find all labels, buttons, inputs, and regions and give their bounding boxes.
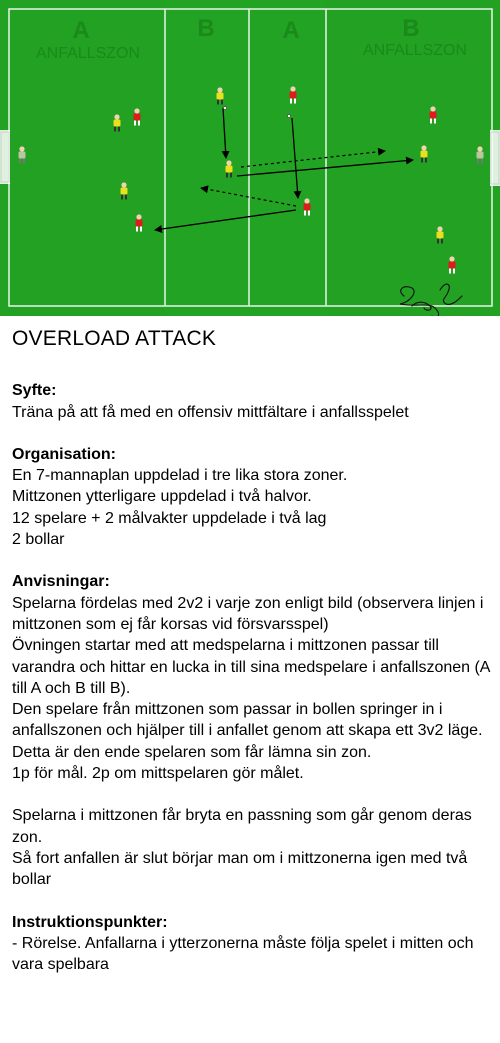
zone-letter-3: A — [282, 17, 300, 44]
section-line: 12 spelare + 2 målvakter uppdelade i två lag — [12, 509, 327, 527]
section-line: En 7-mannaplan uppdelad i tre lika stora zoner. — [12, 467, 348, 485]
ball — [223, 106, 226, 109]
section-line: - Rörelse. Anfallarna i ytterzonerna måste följa spelet i mitten och vara spelbara — [12, 934, 474, 974]
section-line: Spelarna fördelas med 2v2 i varje zon enligt bild (observera linjen i mittzonen som ej får korsas vid försvarsspel) — [12, 594, 484, 633]
zone-letter-1: A — [72, 17, 90, 44]
section-heading: Organisation: — [12, 445, 117, 463]
ball — [287, 114, 290, 117]
zone-label-1: ANFALLSZON — [35, 45, 141, 62]
section-rules — [12, 805, 494, 890]
section-line: Träna på att få med en offensiv mittfältare i anfallsspelet — [12, 403, 409, 421]
zone-letter-2: B — [197, 15, 215, 42]
section-line: Mittzonen ytterligare uppdelad i två halvor. — [12, 488, 312, 506]
section-line: Den spelare från mittzonen som passar in bollen springer in i anfallszonen och hjälper till i anfallet genom att skapa ett 3v2 läge. Detta är den ende spelaren som får lämna sin zon. — [12, 701, 483, 761]
section-purpose — [12, 380, 494, 423]
page-title: OVERLOAD ATTACK — [12, 327, 217, 350]
zone-letter-4: B — [402, 15, 420, 42]
left-goal — [0, 130, 10, 184]
section-instructions — [12, 571, 494, 784]
section-organisation — [12, 444, 494, 550]
zone-label-4: ANFALLSZON — [362, 42, 468, 59]
right-goal — [490, 130, 500, 186]
drill-description — [12, 328, 494, 996]
section-coaching-points — [12, 912, 494, 976]
section-line: Så fort anfallen är slut börjar man om i mittzonerna igen med två bollar — [12, 849, 468, 889]
training-pitch-diagram — [0, 0, 500, 316]
section-heading: Anvisningar: — [12, 573, 110, 591]
section-line: Spelarna i mittzonen får bryta en passning som går genom deras zon. — [12, 807, 472, 846]
section-heading: Instruktionspunkter: — [12, 913, 168, 931]
section-line: Övningen startar med att medspelarna i mittzonen passar till varandra och hittar en lucka in till sina medspelare i anfallszonen (A till A och B till B). — [12, 637, 490, 697]
section-line: 2 bollar — [12, 531, 65, 549]
section-heading: Syfte: — [12, 382, 57, 400]
section-line: 1p för mål. 2p om mittspelaren gör målet. — [12, 765, 304, 783]
